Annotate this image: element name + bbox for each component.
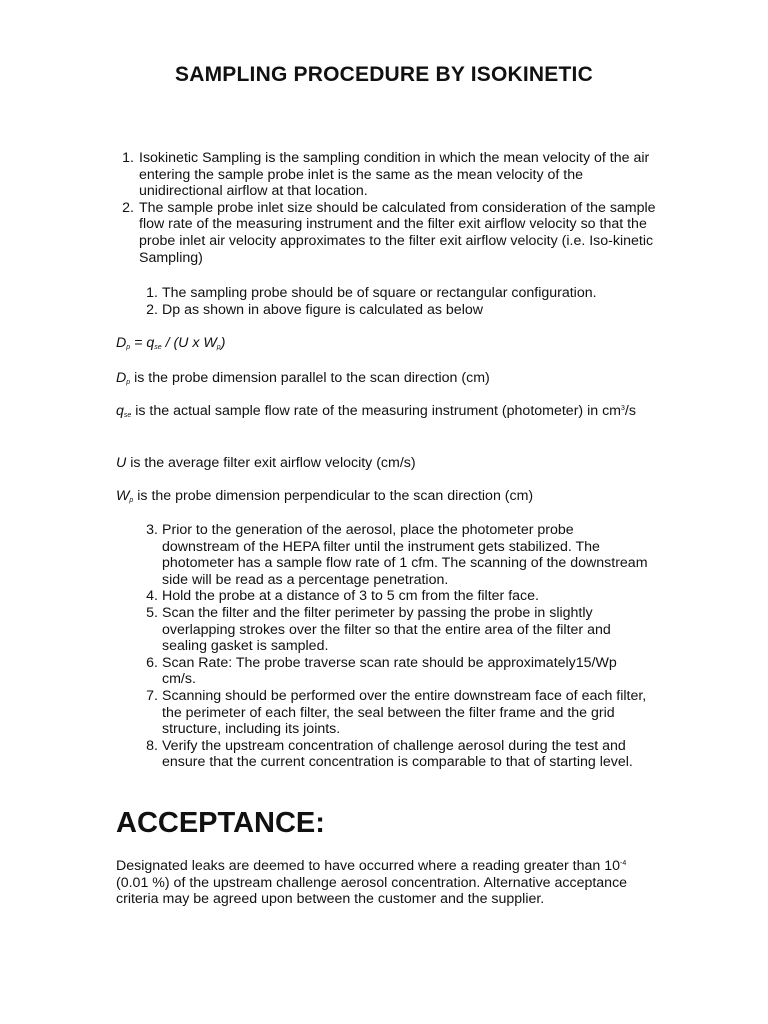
list-text: Hold the probe at a distance of 3 to 5 cm from the filter face. — [162, 588, 539, 605]
list-number: 2. — [146, 301, 158, 318]
numbered-list-steps — [0, 522, 768, 771]
definition-u: U is the average filter exit airflow velocity (cm/s) — [116, 455, 416, 471]
definition-qse: $q_{se}$ is the actual sample flow rate of the measuring instrument (photometer) in $cm^3/s$ — [116, 403, 636, 419]
list-item — [0, 522, 768, 588]
list-number: 3. — [146, 522, 158, 538]
list-number: 4. — [146, 588, 158, 605]
acceptance-heading: ACCEPTANCE: — [116, 807, 325, 839]
list-text: Prior to the generation of the aerosol, place the photometer probe downstream of the HEPA filter until the instrument gets stabilized. The photometer has a sample flow rate of 1 cfm. The scanning of the downstream side will be read as a percentage penetration. — [162, 522, 648, 588]
acceptance-text: Designated leaks are deemed to have occurred where a reading greater than $10^{-4}$ (0.01 %) of the upstream challenge aerosol concentration. Alternative acceptance criteria may be agreed upon between the customer and the supplier. — [116, 858, 628, 908]
list-text: The sample probe inlet size should be calculated from consideration of the sample flow rate of the measuring instrument and the filter exit airflow velocity so that the probe inlet air velocity approximates to the filter exit airflow velocity (i.e. Iso-kinetic Sampling) — [139, 199, 656, 266]
list-item — [0, 302, 768, 319]
list-text: Verify the upstream concentration of challenge aerosol during the test and ensure that the current concentration is comparable to that of starting level. — [162, 737, 633, 771]
list-text: Dp as shown in above figure is calculated as below — [162, 301, 483, 318]
formula: $D_p = q_{se} / (U$ x $W_p$) — [116, 335, 226, 351]
list-text: Scan Rate: The probe traverse scan rate should be approximately15/Wp cm/s. — [162, 654, 617, 688]
definition-dp: $D_p$ is the probe dimension parallel to the scan direction (cm) — [116, 370, 490, 386]
list-number: 1. — [146, 285, 158, 301]
definition-wp: $W_p$ is the probe dimension perpendicular to the scan direction (cm) — [116, 488, 534, 504]
list-item — [0, 588, 768, 605]
list-text: Isokinetic Sampling is the sampling condition in which the mean velocity of the air entering the sample probe inlet is the same as the mean velocity of the unidirectional airflow at that location. — [139, 150, 650, 200]
list-item — [0, 200, 768, 266]
list-text: Scan the filter and the filter perimeter by passing the probe in slightly overlapping strokes over the filter so that the entire area of the filter and sealing gasket is sampled. — [162, 604, 611, 655]
list-number: 7. — [146, 687, 158, 704]
numbered-list-main — [0, 150, 768, 266]
list-item — [0, 655, 768, 688]
list-text: The sampling probe should be of square or rectangular configuration. — [162, 285, 597, 301]
list-item — [0, 688, 768, 738]
list-item — [0, 285, 768, 302]
list-text: Scanning should be performed over the entire downstream face of each filter, the perimeter of each filter, the seal between the filter frame and the grid structure, including its joints. — [162, 687, 647, 738]
list-number: 2. — [122, 199, 134, 216]
list-number: 5. — [146, 604, 158, 621]
list-item — [0, 150, 768, 200]
page-title: SAMPLING PROCEDURE BY ISOKINETIC — [175, 63, 593, 86]
list-item — [0, 738, 768, 771]
list-number: 6. — [146, 654, 158, 671]
list-number: 8. — [146, 737, 158, 754]
list-item — [0, 605, 768, 655]
list-number: 1. — [122, 150, 134, 166]
numbered-list-sub — [0, 285, 768, 318]
